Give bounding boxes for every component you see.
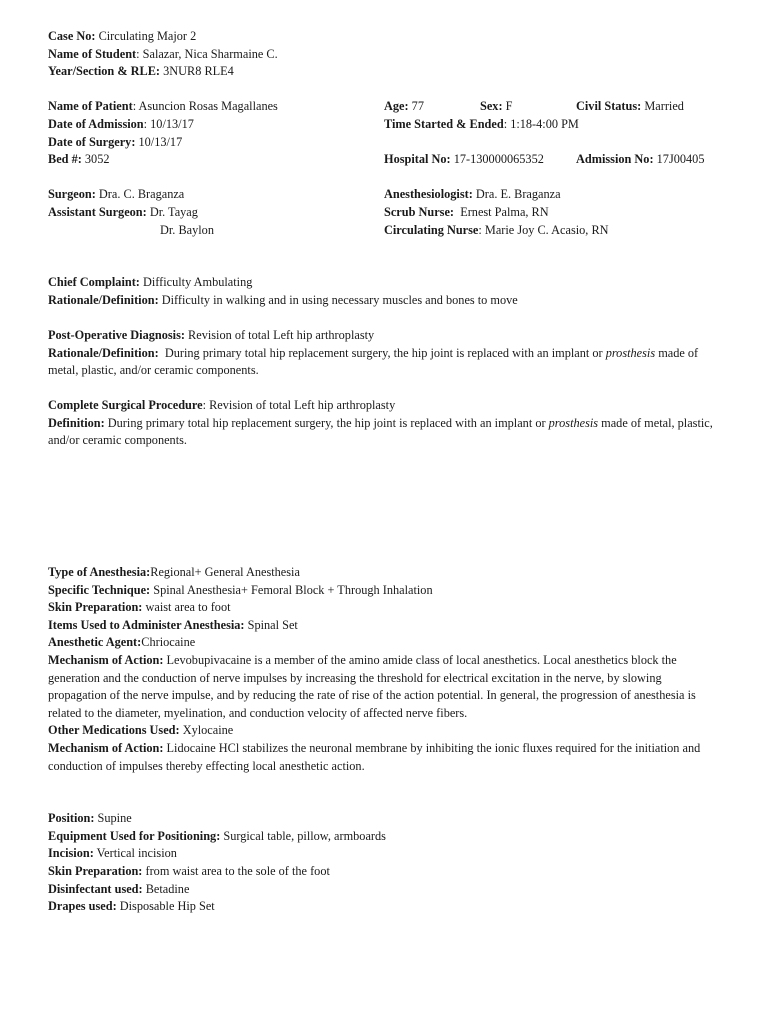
complaint-rationale: Rationale/Definition: Difficulty in walking and in using necessary muscles and bones to move [48,292,518,307]
positioning-equipment: Equipment Used for Positioning: Surgical table, pillow, armboards [48,828,386,843]
surgical-team [48,186,720,239]
anesthesia-type: Type of Anesthesia:Regional+ General Anesthesia [48,565,300,580]
patient-info [48,98,720,168]
case-header [48,28,720,81]
anesthesia-technique: Specific Technique: Spinal Anesthesia+ Femoral Block + Through Inhalation [48,582,433,597]
assistant-surgeon-2: Dr. Baylon [160,222,214,237]
chief-complaint: Chief Complaint: Difficulty Ambulating [48,275,253,290]
anesthesia-section [48,564,720,775]
post-op-diagnosis: Post-Operative Diagnosis: Revision of total Left hip arthroplasty [48,327,375,342]
drapes: Drapes used: Disposable Hip Set [48,899,215,914]
incision: Incision: Vertical incision [48,846,177,861]
anesthetic-agent: Anesthetic Agent:Chriocaine [48,635,196,650]
patient-name: Name of Patient: Asuncion Rosas Magallanes [48,99,278,114]
patient-age: Age: 77 [384,99,424,114]
assistant-surgeon: Assistant Surgeon: Dr. Tayag [48,204,198,219]
anesthesia-skin-prep: Skin Preparation: waist area to foot [48,600,231,615]
positioning-section [48,810,720,916]
mechanism-of-action-2: Mechanism of Action: Lidocaine HCl stabilizes the neuronal membrane by inhibiting the ionic fluxes required for the initiation and conduction of impulses thereby effecting local anesthetic action. [48,741,701,773]
civil-status: Civil Status: Married [576,99,684,114]
surgeon: Surgeon: Dra. C. Braganza [48,187,185,202]
bed-number: Bed #: 3052 [48,152,110,167]
student-name: Name of Student: Salazar, Nica Sharmaine C. [48,46,278,61]
chief-complaint-section [48,274,720,309]
surgical-procedure: Complete Surgical Procedure: Revision of total Left hip arthroplasty [48,398,396,413]
procedure-definition: Definition: During primary total hip replacement surgery, the hip joint is replaced with an implant or prosthesis made of metal, plastic, and/or ceramic components. [48,415,713,448]
case-no: Case No: Circulating Major 2 [48,29,197,43]
surgery-date: Date of Surgery: 10/13/17 [48,134,183,149]
year-section: Year/Section & RLE: 3NUR8 RLE4 [48,64,234,79]
position: Position: Supine [48,811,132,826]
procedure-section [48,397,720,450]
admission-date: Date of Admission: 10/13/17 [48,116,194,131]
admission-number: Admission No: 17J00405 [576,152,705,167]
anesthesia-items: Items Used to Administer Anesthesia: Spinal Set [48,617,298,632]
skin-preparation: Skin Preparation: from waist area to the sole of the foot [48,863,330,878]
patient-sex: Sex: F [480,99,513,114]
hospital-number: Hospital No: 17-130000065352 [384,152,544,167]
time-started-ended: Time Started & Ended: 1:18-4:00 PM [384,116,579,131]
circulating-nurse: Circulating Nurse: Marie Joy C. Acasio, RN [384,222,609,237]
disinfectant: Disinfectant used: Betadine [48,881,190,896]
mechanism-of-action: Mechanism of Action: Levobupivacaine is a member of the amino amide class of local anesthetics. Local anesthetics block the generation and the conduction of nerve impulses by increasing the threshold for electrical excitation in the nerve, by slowing propagation of the nerve impulse, and by reducing the rate of rise of the action potential. In general, the progression of anesthesia is related to the diameter, myelination, and conduction velocity of affected nerve fibers. [48,653,696,720]
diagnosis-rationale: Rationale/Definition: During primary total hip replacement surgery, the hip joint is replaced with an implant or prosthesis made of metal, plastic, and/or ceramic components. [48,345,699,378]
other-medications: Other Medications Used: Xylocaine [48,723,234,738]
diagnosis-section [48,327,720,380]
scrub-nurse: Scrub Nurse: Ernest Palma, RN [384,204,549,219]
anesthesiologist: Anesthesiologist: Dra. E. Braganza [384,187,561,202]
